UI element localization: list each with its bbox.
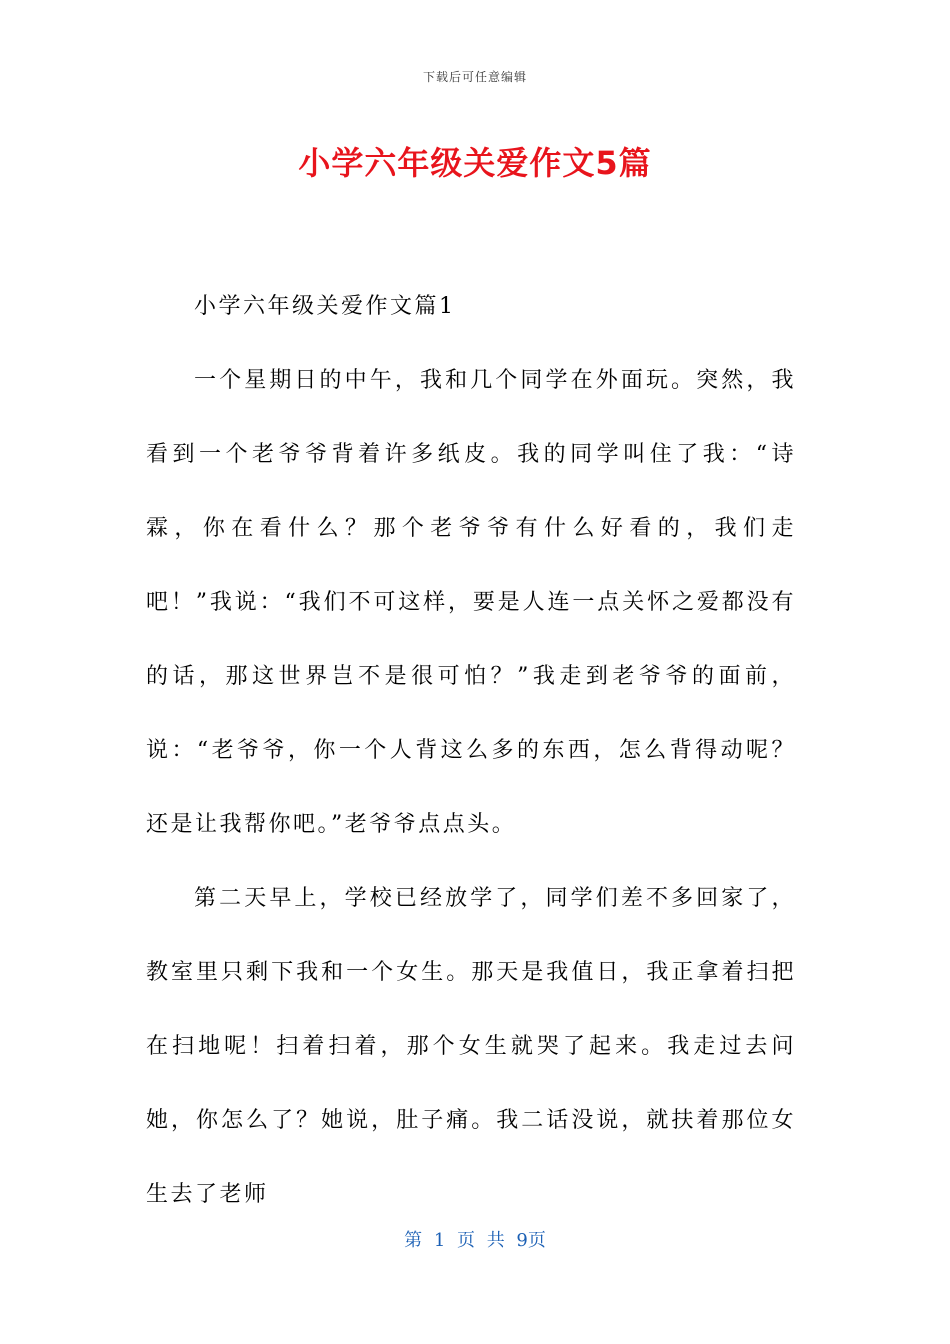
paragraph: 一个星期日的中午，我和几个同学在外面玩。突然，我看到一个老爷爷背着许多纸皮。我的同学叫住了我：“诗霖，你在看什么？那个老爷爷有什么好看的，我们走吧！”我说：“我们不可这样，要是人连一点关怀之爱都没有的话，那这世界岂不是很可怕？”我走到老爷爷的面前，说：“老爷爷，你一个人背这么多的东西，怎么背得动呢？还是让我帮你吧。”老爷爷点点头。: [146, 368, 796, 837]
header-note: 下载后可任意编辑: [422, 70, 527, 84]
paragraph: 第二天早上，学校已经放学了，同学们差不多回家了，教室里只剩下我和一个女生。那天是我值日，我正拿着扫把在扫地呢！扫着扫着，那个女生就哭了起来。我走过去问她，你怎么了？她说，肚子痛。我二话没说，就扶着那位女生去了老师: [146, 886, 796, 1207]
section-heading: 小学六年级关爱作文篇1: [194, 294, 456, 319]
document-title: 小学六年级关爱作文5篇: [298, 144, 652, 182]
page-number: 第 1 页 共 9页: [404, 1230, 546, 1251]
document-body: [146, 270, 796, 1232]
